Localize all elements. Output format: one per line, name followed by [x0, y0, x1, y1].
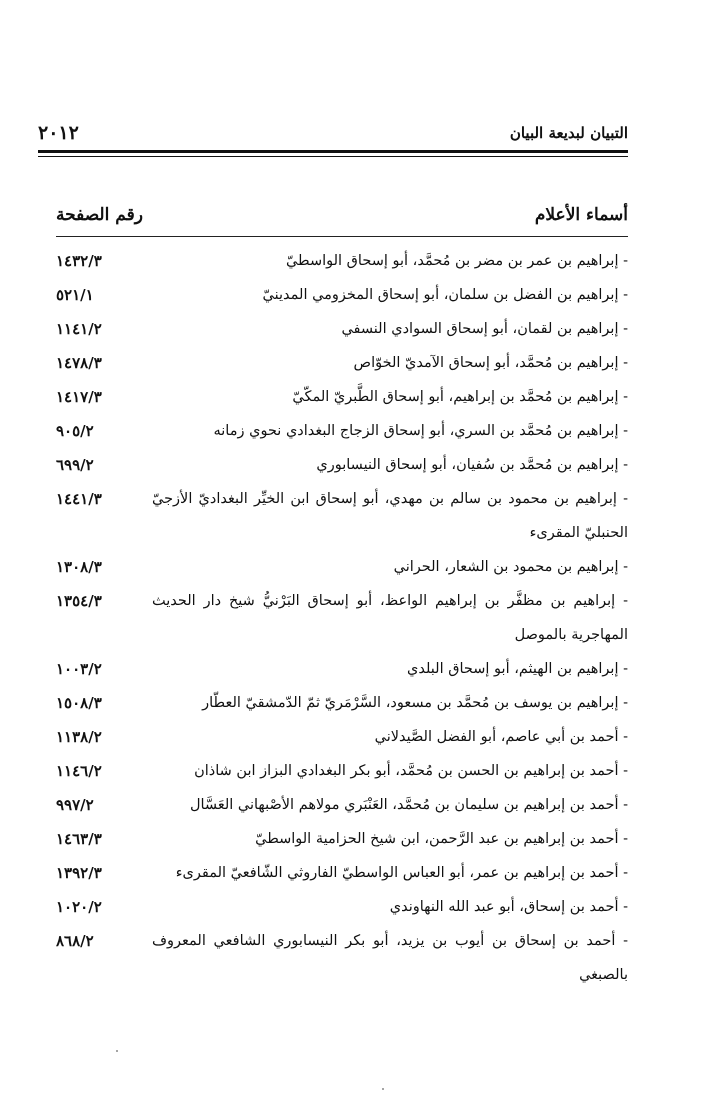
index-entry [56, 890, 628, 924]
entry-page: ١٠٢٠/٢ [56, 898, 102, 916]
entry-name: - إبراهيم بن مُحمَّد بن سُفيان، أبو إسحاق النيسابوري [138, 448, 628, 482]
entry-page: ١١٣٨/٢ [56, 728, 102, 746]
entry-name: - أحمد بن إبراهيم بن عبد الرَّحمن، ابن شيخ الحزامية الواسطيّ [138, 822, 628, 856]
entry-name: - إبراهيم بن يوسف بن مُحمَّد بن مسعود، السَّرْمَريّ ثمّ الدّمشقيّ العطّار [138, 686, 628, 720]
entry-page: ١٥٠٨/٣ [56, 694, 102, 712]
index-entry [56, 856, 628, 890]
entry-page: ١٣٥٤/٣ [56, 592, 102, 610]
entry-page: ١٤١٧/٣ [56, 388, 102, 406]
index-column-headers [56, 200, 628, 230]
entry-page: ١١٤٦/٢ [56, 762, 102, 780]
book-title: التبيان لبديعة البيان [509, 124, 628, 142]
index-entry [56, 346, 628, 380]
index-entry [56, 652, 628, 686]
entry-name: - إبراهيم بن مُحمَّد بن السري، أبو إسحاق الزجاج البغدادي نحوي زمانه [138, 414, 628, 448]
index-entry [56, 312, 628, 346]
entry-page: ٩٠٥/٢ [56, 422, 94, 440]
header-rule-thin [38, 156, 628, 157]
index-entry [56, 720, 628, 754]
entry-name: - إبراهيم بن محمود بن سالم بن مهدي، أبو إسحاق ابن الخيِّر البغداديّ الأزجيّ الحنبليّ المقرىء [138, 482, 628, 550]
index-entry [56, 754, 628, 788]
page-number: ٢٠١٢ [38, 122, 79, 144]
index-entry [56, 448, 628, 482]
entry-name: - إبراهيم بن الفضل بن سلمان، أبو إسحاق المخزومي المدينيّ [138, 278, 628, 312]
entry-name: - أحمد بن إسحاق، أبو عبد الله النهاوندي [138, 890, 628, 924]
index-entries [56, 244, 628, 992]
index-entry [56, 244, 628, 278]
entry-name: - إبراهيم بن عمر بن مضر بن مُحمَّد، أبو إسحاق الواسطيّ [138, 244, 628, 278]
entry-page: ٥٢١/١ [56, 286, 94, 304]
scan-speck [382, 1088, 384, 1090]
entry-page: ١٤٧٨/٣ [56, 354, 102, 372]
index-entry [56, 822, 628, 856]
entry-name: - أحمد بن إبراهيم بن سليمان بن مُحمَّد، العَنْبَري مولاهم الأصْبهاني العَسَّال [138, 788, 628, 822]
entry-page: ٨٦٨/٢ [56, 932, 94, 950]
entry-name: - أحمد بن إسحاق بن أيوب بن يزيد، أبو بكر النيسابوري الشافعي المعروف بالصبغي [138, 924, 628, 992]
entry-name: - إبراهيم بن محمود بن الشعار، الحراني [138, 550, 628, 584]
entry-page: ١٠٠٣/٢ [56, 660, 102, 678]
entry-name: - أحمد بن إبراهيم بن الحسن بن مُحمَّد، أبو بكر البغدادي البزاز ابن شاذان [138, 754, 628, 788]
entry-page: ١٤٦٣/٣ [56, 830, 102, 848]
entry-name: - إبراهيم بن مُحمَّد، أبو إسحاق الآمديّ الخوّاص [138, 346, 628, 380]
index-entry [56, 550, 628, 584]
entry-page: ١٣٩٢/٣ [56, 864, 102, 882]
index-entry [56, 278, 628, 312]
entry-name: - إبراهيم بن مظفَّر بن إبراهيم الواعظ، أبو إسحاق البَرْنيُّ شيخ دار الحديث المهاجرية بالموصل [138, 584, 628, 652]
entry-page: ١٤٤١/٣ [56, 490, 102, 508]
index-entry [56, 380, 628, 414]
index-entry [56, 924, 628, 992]
index-entry [56, 584, 628, 652]
index-entry [56, 788, 628, 822]
index-entry [56, 414, 628, 448]
entry-name: - أحمد بن إبراهيم بن عمر، أبو العباس الواسطيّ الفاروثي الشّافعيّ المقرىء [138, 856, 628, 890]
entry-name: - إبراهيم بن مُحمَّد بن إبراهيم، أبو إسحاق الطَّبريّ المكّيّ [138, 380, 628, 414]
index-entry [56, 686, 628, 720]
scan-speck [116, 1050, 118, 1052]
entry-page: ٦٩٩/٢ [56, 456, 94, 474]
column-header-rule [56, 236, 628, 237]
entry-page: ١٣٠٨/٣ [56, 558, 102, 576]
entry-page: ١١٤١/٢ [56, 320, 102, 338]
entry-name: - إبراهيم بن الهيثم، أبو إسحاق البلدي [138, 652, 628, 686]
entry-name: - إبراهيم بن لقمان، أبو إسحاق السوادي النسفي [138, 312, 628, 346]
running-header [38, 118, 628, 148]
index-entry [56, 482, 628, 550]
entry-page: ٩٩٧/٢ [56, 796, 94, 814]
page-column-header: رقم الصفحة [56, 205, 143, 225]
entry-name: - أحمد بن أبي عاصم، أبو الفضل الصَّيدلاني [138, 720, 628, 754]
header-rule-thick [38, 150, 628, 153]
entry-page: ١٤٣٢/٣ [56, 252, 102, 270]
names-column-header: أسماء الأعلام [534, 205, 628, 225]
